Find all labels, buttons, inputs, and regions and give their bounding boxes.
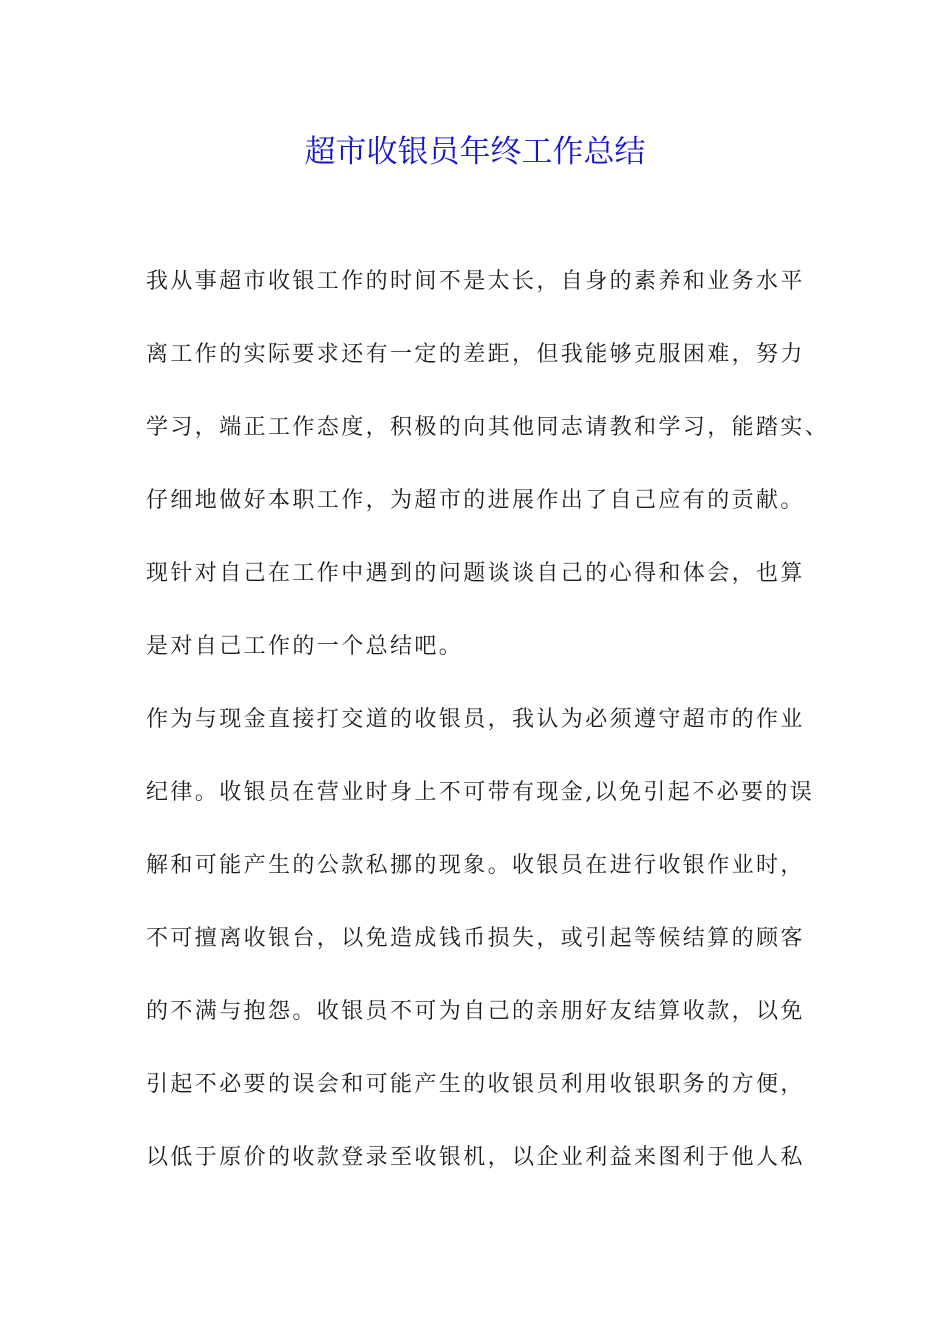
body-line: 我从事超市收银工作的时间不是太长，自身的素养和业务水平 (146, 269, 805, 294)
body-line: 现针对自己在工作中遇到的问题谈谈自己的心得和体会，也算 (146, 561, 805, 586)
body-line: 学习，端正工作态度，积极的向其他同志请教和学习，能踏实、 (146, 415, 830, 440)
document-title: 超市收银员年终工作总结 (304, 134, 646, 170)
document-body (146, 264, 846, 1213)
body-line: 解和可能产生的公款私挪的现象。收银员在进行收银作业时， (146, 853, 805, 878)
body-line: 以低于原价的收款登录至收银机，以企业利益来图利于他人私 (146, 1145, 805, 1170)
body-line: 离工作的实际要求还有一定的差距，但我能够克服困难，努力 (146, 342, 805, 367)
body-line: 不可擅离收银台，以免造成钱币损失，或引起等候结算的顾客 (146, 926, 805, 951)
body-line: 引起不必要的误会和可能产生的收银员利用收银职务的方便， (146, 1072, 805, 1097)
body-line: 的不满与抱怨。收银员不可为自己的亲朋好友结算收款，以免 (146, 999, 805, 1024)
body-line: 是对自己工作的一个总结吧。 (146, 634, 464, 659)
body-line: 纪律。收银员在营业时身上不可带有现金,以免引起不必要的误 (146, 780, 815, 805)
body-line: 作为与现金直接打交道的收银员，我认为必须遵守超市的作业 (146, 707, 805, 732)
body-line: 仔细地做好本职工作，为超市的进展作出了自己应有的贡献。 (146, 488, 805, 513)
